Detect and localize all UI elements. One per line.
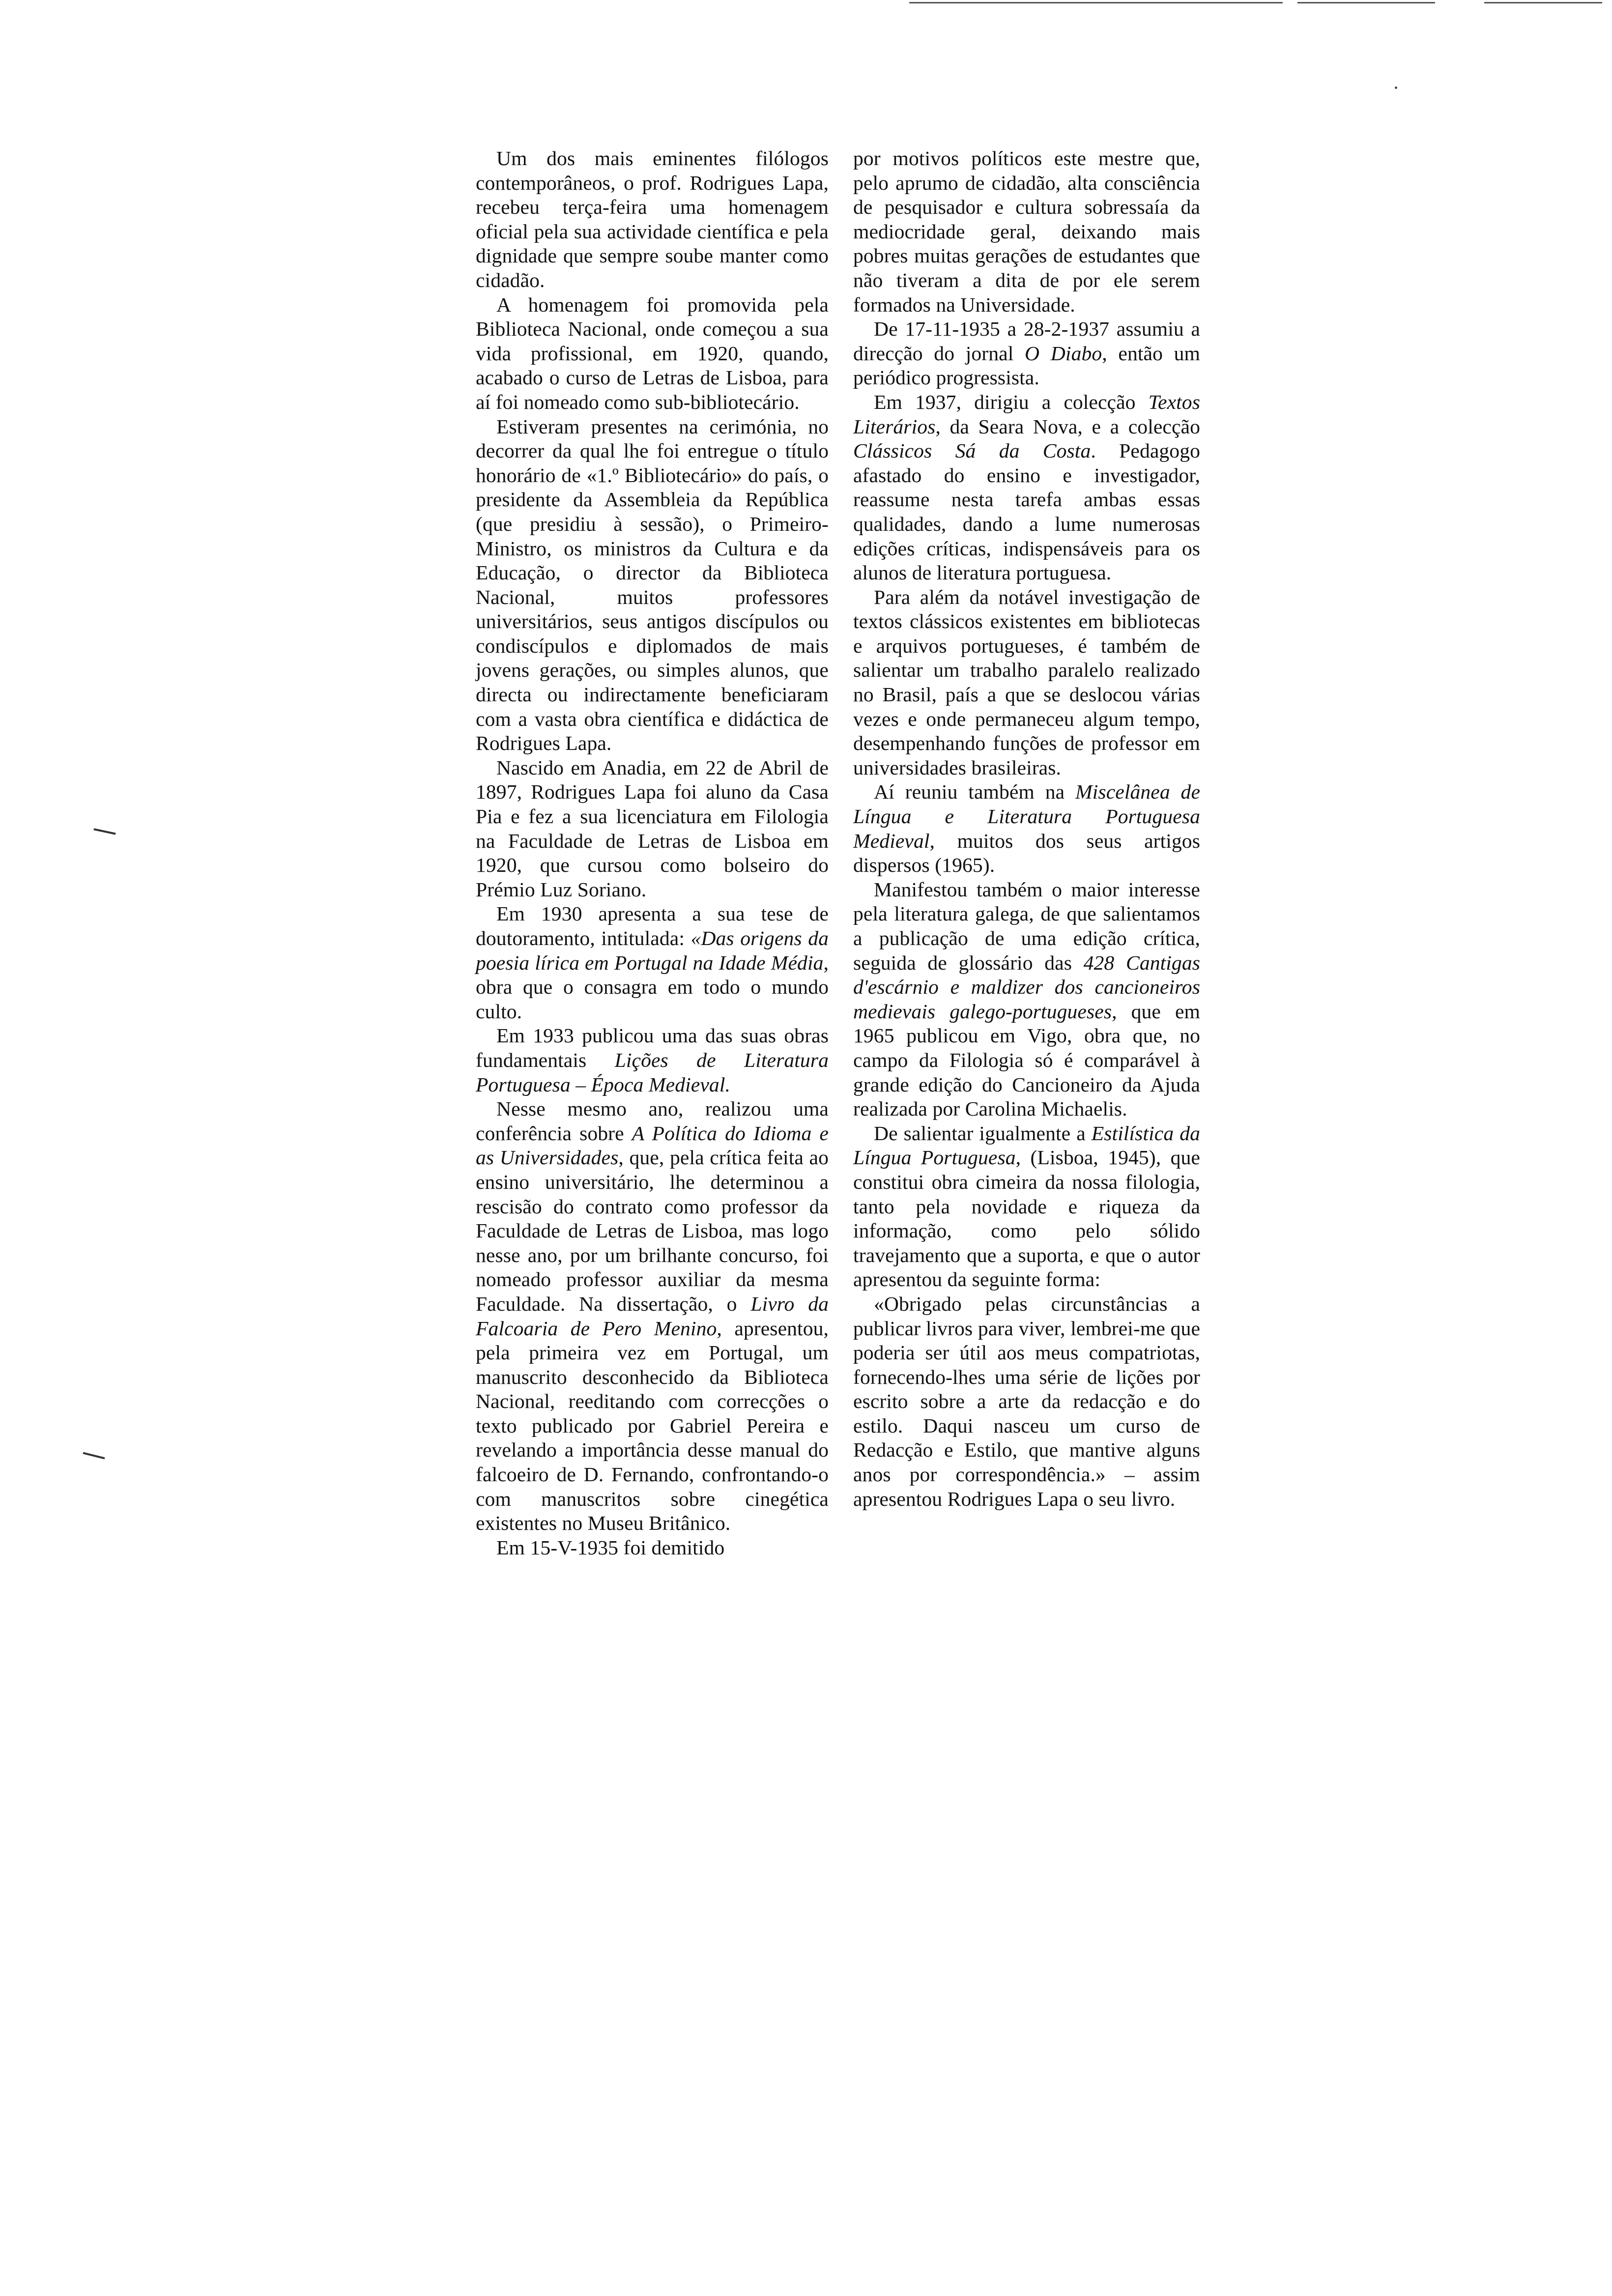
italic-title: A Política do Idioma e as Universidades <box>476 1121 829 1169</box>
italic-title: «Das origens da poesia lírica em Portugal na Idade Média <box>476 927 829 974</box>
article-paragraph <box>476 293 829 415</box>
text-run: , que em 1965 publicou em Vigo, obra que, no campo da Filologia só é comparável à grande edição do Cancioneiro da Ajuda realizada por Carolina Michaelis. <box>853 1000 1200 1120</box>
article-paragraph <box>476 1024 829 1097</box>
text-run: por motivos políticos este mestre que, pelo aprumo de cidadão, alta consciência de pesquisador e cultura sobressaía da mediocridade geral, deixando mais pobres muitas gerações de estudantes que não tiveram a dita de por ele serem formados na Universidade. <box>853 147 1200 316</box>
text-run: , (Lisboa, 1945), que constitui obra cimeira da nossa filologia, tanto pela novidade e riqueza da informação, como pelo sólido travejamento que a suporta, e que o autor apresentou da seguinte forma: <box>853 1146 1200 1291</box>
article-paragraph <box>476 415 829 756</box>
text-run: Em 15-V-1935 foi demitido <box>496 1536 725 1559</box>
text-run: A homenagem foi promovida pela Biblioteca Nacional, onde começou a sua vida profissional, em 1920, quando, acabado o curso de Letras de Lisboa, para aí foi nomeado como sub-bibliotecário. <box>476 293 829 413</box>
article-column-right <box>853 146 1200 1511</box>
text-run: , obra que o consagra em todo o mundo culto. <box>476 951 829 1023</box>
article-paragraph <box>853 780 1200 877</box>
text-run: Em 1937, dirigiu a colecção <box>874 390 1149 413</box>
text-run: Um dos mais eminentes filólogos contemporâneos, o prof. Rodrigues Lapa, recebeu terça-feira uma homenagem oficial pela sua actividade científica e pela dignidade que sempre soube manter como cidadão. <box>476 147 829 291</box>
margin-mark <box>83 1452 105 1459</box>
italic-title: Livro da Falcoaria de Pero Menino <box>476 1292 829 1340</box>
text-run: , que, pela crítica feita ao ensino universitário, lhe determinou a rescisão do contrato como professor da Faculdade de Letras de Lisboa, mas logo nesse ano, por um brilhante concurso, foi nomeado professor auxiliar da mesma Faculdade. Na dissertação, o <box>476 1146 829 1315</box>
text-run: «Obrigado pelas circunstâncias a publicar livros para viver, lembrei-me que poderia ser útil aos meus compatriotas, fornecendo-lhes uma série de lições por escrito sobre a arte da redacção e do estilo. Daqui nasceu um curso de Redacção e Estilo, que mantive alguns anos por correspondência.» – assim apresentou Rodrigues Lapa o seu livro. <box>853 1292 1200 1510</box>
italic-title: Estilística da Língua Portuguesa <box>853 1121 1200 1169</box>
text-run: Nesse mesmo ano, realizou uma conferência sobre <box>476 1097 829 1145</box>
article-paragraph <box>853 878 1200 1121</box>
scan-speck <box>1395 86 1397 89</box>
top-edge-rule <box>1297 2 1435 3</box>
text-run: , da Seara Nova, e a colecção <box>935 415 1200 438</box>
italic-title: Lições de Literatura Portuguesa – Época Medieval. <box>476 1048 829 1096</box>
article-paragraph <box>853 390 1200 585</box>
article-paragraph <box>853 317 1200 390</box>
article-paragraph <box>476 902 829 1024</box>
text-run: Para além da notável investigação de textos clássicos existentes em bibliotecas e arquivos portugueses, é também de salientar um trabalho paralelo realizado no Brasil, país a que se deslocou várias vezes e onde permaneceu algum tempo, desempenhando funções de professor em universidades brasileiras. <box>853 585 1200 779</box>
text-run: Manifestou também o maior interesse pela literatura galega, de que salientamos a publicação de uma edição crítica, seguida de glossário das <box>853 878 1200 974</box>
italic-title: Clássicos Sá da Costa <box>853 439 1091 462</box>
article-paragraph <box>853 1292 1200 1511</box>
article-paragraph <box>853 1121 1200 1292</box>
text-run: . Pedagogo afastado do ensino e investigador, reassume nesta tarefa ambas essas qualidades, dando a lume numerosas edições críticas, indispensáveis para os alunos de literatura portuguesa. <box>853 439 1200 584</box>
italic-title: 428 Cantigas d'escárnio e maldizer dos cancioneiros medievais galego-portugueses <box>853 951 1201 1023</box>
article-paragraph <box>476 146 829 293</box>
text-run: Em 1930 apresenta a sua tese de doutoramento, intitulada: <box>476 902 829 949</box>
italic-title: Textos Literários <box>853 390 1200 438</box>
top-edge-rule <box>1484 2 1602 3</box>
article-column-left <box>476 146 829 1560</box>
text-run: , muitos dos seus artigos dispersos (1965). <box>853 829 1200 877</box>
text-run: Em 1933 publicou uma das suas obras fundamentais <box>476 1024 829 1071</box>
text-run: , apresentou, pela primeira vez em Portugal, um manuscrito desconhecido da Biblioteca Nacional, reeditando com correcções o texto publicado por Gabriel Pereira e revelando a importância desse manual do falcoeiro de D. Fernando, confrontando-o com manuscritos sobre cinegética existentes no Museu Britânico. <box>476 1317 829 1535</box>
text-run: De 17-11-1935 a 28-2-1937 assumiu a direcção do jornal <box>853 317 1200 365</box>
text-run: , então um periódico progressista. <box>853 342 1200 389</box>
text-run: Estiveram presentes na cerimónia, no decorrer da qual lhe foi entregue o título honorário de «1.º Bibliotecário» do país, o presidente da Assembleia da República (que presidiu à sessão), o Primeiro-Ministro, os ministros da Cultura e da Educação, o director da Biblioteca Nacional, muitos professores universitários, seus antigos discípulos ou condiscípulos e diplomados de mais jovens gerações, ou simples alunos, que directa ou indirectamente beneficiaram com a vasta obra científica e didáctica de Rodrigues Lapa. <box>476 415 829 755</box>
italic-title: Miscelânea de Língua e Literatura Portuguesa Medieval <box>853 780 1201 852</box>
article-paragraph <box>476 1097 829 1536</box>
top-edge-rule <box>909 2 1283 3</box>
margin-mark <box>93 828 116 834</box>
text-run: Aí reuniu também na <box>874 780 1075 804</box>
article-paragraph <box>853 146 1200 317</box>
text-run: De salientar igualmente a <box>874 1121 1092 1145</box>
italic-title: O Diabo <box>1025 342 1102 365</box>
article-paragraph <box>853 585 1200 780</box>
text-run: Nascido em Anadia, em 22 de Abril de 1897, Rodrigues Lapa foi aluno da Casa Pia e fez a sua licenciatura em Filologia na Faculdade de Letras de Lisboa em 1920, que cursou como bolseiro do Prémio Luz Soriano. <box>476 756 829 901</box>
article-paragraph <box>476 1536 829 1560</box>
article-paragraph <box>476 756 829 902</box>
